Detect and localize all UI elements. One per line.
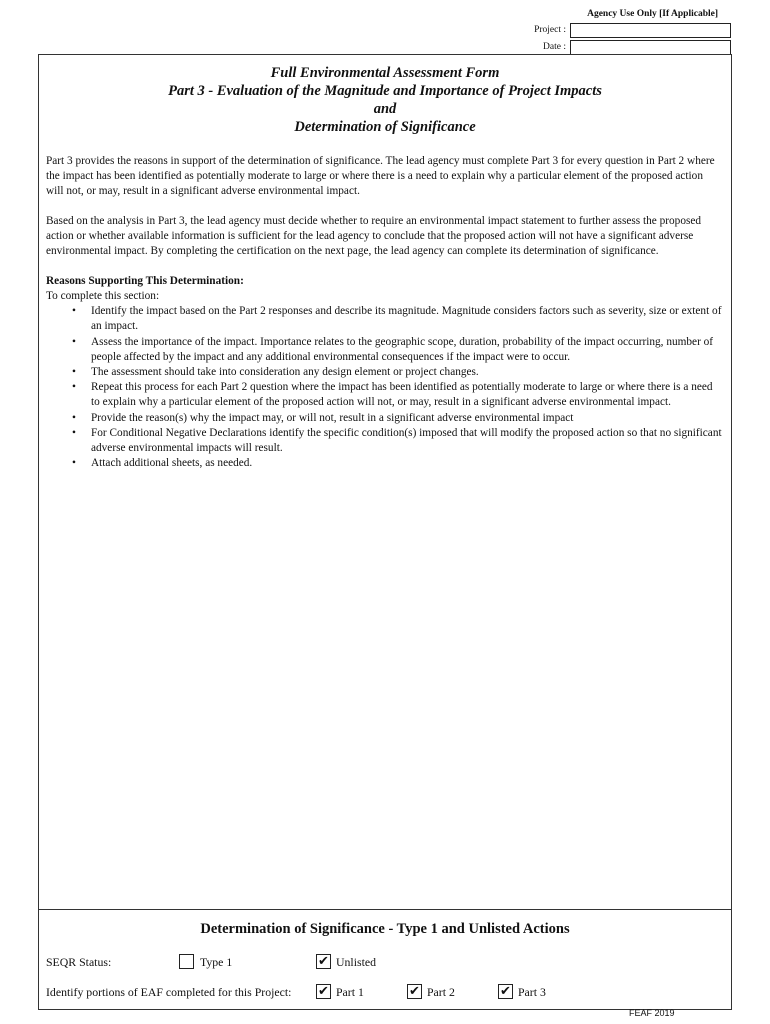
form-title-line: Determination of Significance: [294, 119, 476, 135]
bullet-icon: •: [72, 426, 76, 439]
form-title-line: Part 3 - Evaluation of the Magnitude and Importance of Project Impacts: [168, 83, 602, 99]
part3-checkbox[interactable]: ✔: [498, 984, 513, 999]
form-title-line: and: [373, 101, 397, 117]
determination-title: Determination of Significance - Type 1 and Unlisted Actions: [200, 921, 570, 937]
date-label: Date :: [543, 42, 566, 52]
list-item-text: Identify the impact based on the Part 2 responses and describe its magnitude. Magnitude considers factors such as severity, size or extent of an impact.: [91, 305, 722, 333]
eaf-portions-row: [46, 983, 731, 1001]
list-item: [46, 456, 723, 471]
project-label: Project :: [534, 25, 566, 35]
seqr-status-row: [46, 953, 731, 971]
bullet-icon: •: [72, 305, 76, 318]
project-input[interactable]: [570, 23, 731, 38]
intro-paragraph: Part 3 provides the reasons in support of the determination of significance. The lead agency must complete Part 3 for every question in Part 2 where the impact has been identified as potentially moderate to large or where there is a need to explain why a particular element of the proposed action will not, or may, result in a significant adverse environmental impact.: [46, 155, 715, 198]
list-item: [46, 411, 723, 426]
date-input[interactable]: [570, 40, 731, 55]
list-item: [46, 365, 723, 380]
form-frame: [38, 54, 732, 1010]
bullet-icon: •: [72, 366, 76, 379]
part2-checkbox[interactable]: ✔: [407, 984, 422, 999]
form-code: FEAF 2019: [629, 1008, 675, 1018]
list-item-text: Provide the reason(s) why the impact may, or will not, result in a significant adverse environmental impact: [91, 411, 574, 424]
project-row: [520, 22, 732, 38]
list-item-text: Repeat this process for each Part 2 question where the impact has been identified as potentially moderate to large or where there is a need to explain why a particular element of the proposed action will not, or may, result in a significant adverse environmental impact.: [91, 381, 713, 409]
analysis-paragraph: Based on the analysis in Part 3, the lead agency must decide whether to require an environmental impact statement to further assess the proposed action or whether available information is sufficient for the lead agency to conclude that the proposed action will not have a significant adverse environmental impact. By completing the certification on the next page, the lead agency can complete its determination of significance.: [46, 214, 702, 258]
list-item: [46, 426, 723, 456]
eaf-portions-label: Identify portions of EAF completed for this Project:: [46, 985, 292, 999]
type1-checkbox[interactable]: [179, 954, 194, 969]
instructions-list: [46, 304, 723, 471]
reasons-heading: Reasons Supporting This Determination:: [46, 275, 244, 288]
list-item: [46, 335, 723, 365]
reasons-intro: To complete this section:: [46, 290, 160, 303]
unlisted-checkbox[interactable]: ✔: [316, 954, 331, 969]
date-row: [520, 39, 732, 55]
list-item-text: Assess the importance of the impact. Importance relates to the geographic scope, duration, probability of the impact occurring, number of people affected by the impact and any additional environmental consequences if the impact were to occur.: [91, 335, 714, 363]
part2-label: Part 2: [427, 985, 455, 999]
part3-label: Part 3: [518, 985, 546, 999]
part1-label: Part 1: [336, 985, 364, 999]
part3-instructions-section: [39, 55, 731, 909]
agency-use-only-box: [520, 7, 732, 55]
list-item: [46, 304, 723, 334]
form-title: [39, 64, 731, 136]
bullet-icon: •: [72, 335, 76, 348]
form-title-line: Full Environmental Assessment Form: [270, 65, 500, 81]
bullet-icon: •: [72, 381, 76, 394]
bullet-icon: •: [72, 411, 76, 424]
part1-checkbox[interactable]: ✔: [316, 984, 331, 999]
seqr-status-label: SEQR Status:: [46, 955, 112, 969]
type1-label: Type 1: [200, 955, 233, 969]
bullet-icon: •: [72, 457, 76, 470]
agency-use-only-title: Agency Use Only [If Applicable]: [587, 9, 718, 19]
list-item-text: The assessment should take into consideration any design element or project changes.: [91, 366, 479, 379]
list-item-text: For Conditional Negative Declarations identify the specific condition(s) imposed that will modify the proposed action so that no significant adverse environmental impacts will result.: [91, 426, 722, 455]
list-item: [46, 380, 723, 410]
determination-section: [39, 909, 731, 1009]
unlisted-label: Unlisted: [336, 955, 376, 969]
list-item-text: Attach additional sheets, as needed.: [91, 457, 253, 470]
